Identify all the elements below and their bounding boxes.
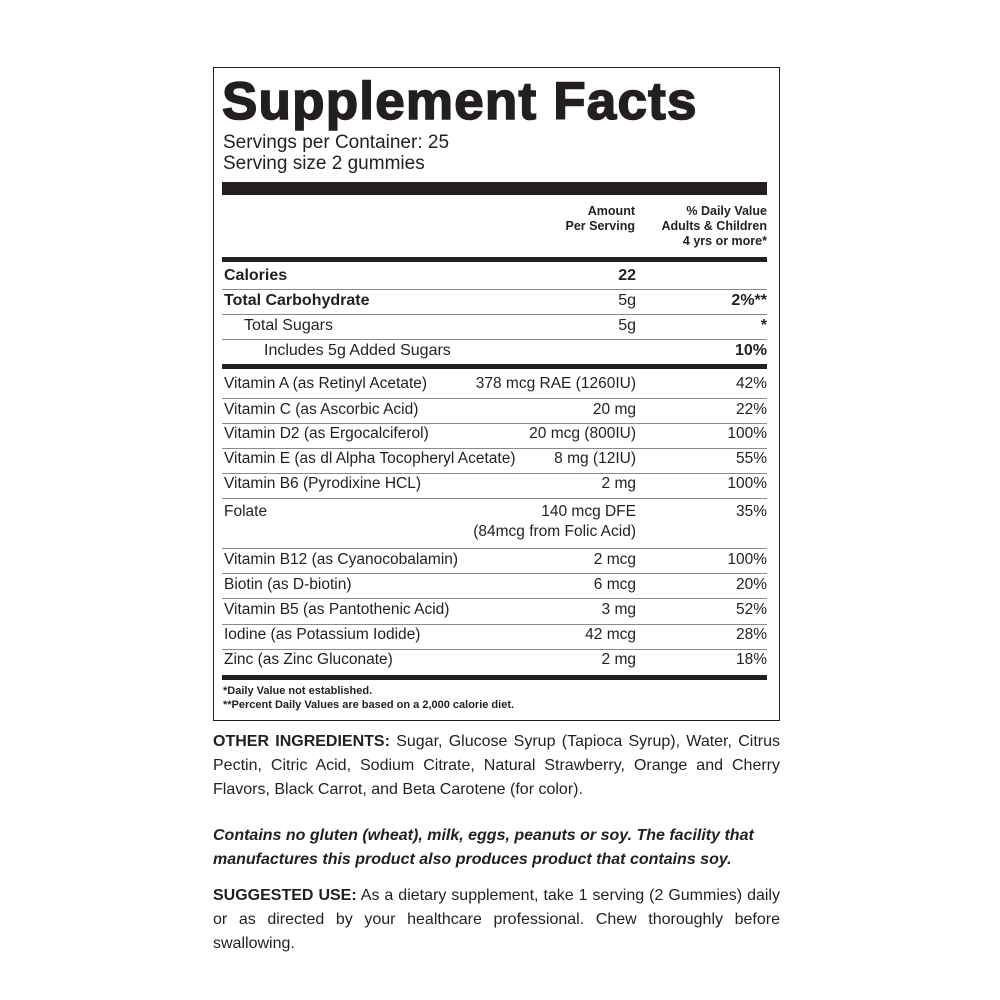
- nutrient-amount: 8 mg (12IU): [554, 450, 636, 467]
- nutrient-amount: 2 mcg: [593, 551, 636, 568]
- nutrient-dv: 42%: [735, 375, 767, 392]
- suggested-use-text: As a dietary supplement, take 1 serving (2 Gummies) daily or as directed by your healthcare professional. Chew thoroughly before swallowing.: [213, 887, 780, 952]
- nutrient-name: Total Carbohydrate: [224, 292, 370, 309]
- table-row-biotin: [222, 575, 767, 599]
- nutrient-amount: 22: [618, 267, 636, 284]
- nutrient-name: Vitamin C (as Ascorbic Acid): [224, 401, 419, 418]
- table-row-iodine: [222, 625, 767, 650]
- nutrient-dv: 18%: [735, 651, 767, 668]
- allergen-statement: Contains no gluten (wheat), milk, eggs, peanuts or soy. The facility that manufactures this product also produces product that contains soy.: [213, 827, 754, 868]
- table-row-vitamin-d2: [222, 424, 767, 449]
- nutrient-amount: 3 mg: [601, 601, 636, 618]
- nutrient-dv: 100%: [727, 475, 767, 492]
- footer-divider: [222, 675, 767, 680]
- nutrient-name: Total Sugars: [244, 317, 333, 334]
- other-ingredients-text: Sugar, Glucose Syrup (Tapioca Syrup), Water, Citrus Pectin, Citric Acid, Sodium Citrate, Natural Strawberry, Orange and Cherry Flavors, Black Carrot, and Beta Carotene (for color).: [213, 733, 780, 798]
- panel-title: Supplement Facts: [222, 72, 698, 131]
- table-row-vitamin-e: [222, 449, 767, 474]
- table-row-added-sugars: [222, 341, 767, 364]
- header-divider: [222, 257, 767, 262]
- nutrient-name: Iodine (as Potassium Iodide): [224, 626, 421, 643]
- nutrient-amount-detail: (84mcg from Folic Acid): [473, 523, 636, 540]
- table-row-zinc: [222, 650, 767, 675]
- nutrient-name: Vitamin B5 (as Pantothenic Acid): [224, 601, 450, 618]
- nutrient-dv: 10%: [734, 342, 767, 359]
- nutrient-amount: 2 mg: [601, 475, 636, 492]
- nutrient-amount: 5g: [618, 317, 636, 334]
- nutrient-amount: 140 mcg DFE: [541, 503, 636, 520]
- nutrient-dv: 28%: [735, 626, 767, 643]
- nutrient-name: Vitamin E (as dl Alpha Tocopheryl Acetate): [224, 450, 516, 467]
- nutrient-dv: 100%: [727, 551, 767, 568]
- serving-size: Serving size 2 gummies: [223, 153, 425, 174]
- nutrient-dv: 100%: [727, 425, 767, 442]
- nutrient-name: Vitamin B6 (Pyrodixine HCL): [224, 475, 421, 492]
- thick-divider: [222, 182, 767, 195]
- nutrient-name: Folate: [224, 503, 268, 520]
- nutrient-amount: 20 mg: [592, 401, 636, 418]
- other-ingredients-heading: OTHER INGREDIENTS:: [213, 733, 390, 750]
- table-row-vitamin-b5: [222, 600, 767, 625]
- nutrient-name: Vitamin D2 (as Ergocalciferol): [224, 425, 429, 442]
- table-row-total-carbohydrate: [222, 291, 767, 315]
- nutrient-amount: 42 mcg: [585, 626, 636, 643]
- nutrient-amount: 6 mcg: [593, 576, 636, 593]
- nutrient-dv: 35%: [735, 503, 767, 520]
- nutrient-name: Calories: [224, 267, 288, 284]
- table-row-vitamin-b6: [222, 474, 767, 499]
- nutrient-dv: 55%: [735, 450, 767, 467]
- table-row-folate: [222, 500, 767, 549]
- nutrient-amount: 20 mcg (800IU): [529, 425, 636, 442]
- nutrient-amount: 2 mg: [601, 651, 636, 668]
- table-row-calories: [222, 266, 767, 290]
- table-row-vitamin-c: [222, 400, 767, 424]
- suggested-use-heading: SUGGESTED USE:: [213, 887, 357, 904]
- table-row-vitamin-b12: [222, 550, 767, 574]
- nutrient-name: Includes 5g Added Sugars: [264, 342, 451, 359]
- supplement-facts-panel: [213, 67, 780, 721]
- nutrient-dv: 2%**: [731, 292, 767, 309]
- nutrient-amount: 378 mcg RAE (1260IU): [475, 375, 636, 392]
- nutrient-dv: 20%: [735, 576, 767, 593]
- suggested-use: [213, 884, 780, 956]
- amount-column-header: Amount Per Serving: [565, 204, 635, 233]
- nutrient-name: Biotin (as D-biotin): [224, 576, 352, 593]
- nutrient-name: Vitamin A (as Retinyl Acetate): [224, 375, 428, 392]
- nutrient-name: Vitamin B12 (as Cyanocobalamin): [224, 551, 459, 568]
- nutrient-dv: 22%: [735, 401, 767, 418]
- macro-divider: [222, 364, 767, 369]
- footnote-percent: **Percent Daily Values are based on a 2,000 calorie diet.: [223, 699, 515, 711]
- nutrient-amount: 5g: [618, 292, 636, 309]
- daily-value-column-header: % Daily Value Adults & Children 4 yrs or more*: [661, 204, 767, 248]
- servings-per-container: Servings per Container: 25: [223, 132, 450, 153]
- footnote-daily-value: *Daily Value not established.: [223, 685, 373, 697]
- nutrient-dv: 52%: [735, 601, 767, 618]
- other-ingredients: [213, 730, 780, 802]
- nutrient-dv: *: [760, 317, 767, 334]
- table-row-total-sugars: [222, 316, 767, 340]
- table-row-vitamin-a: [222, 374, 767, 399]
- nutrient-name: Zinc (as Zinc Gluconate): [224, 651, 393, 668]
